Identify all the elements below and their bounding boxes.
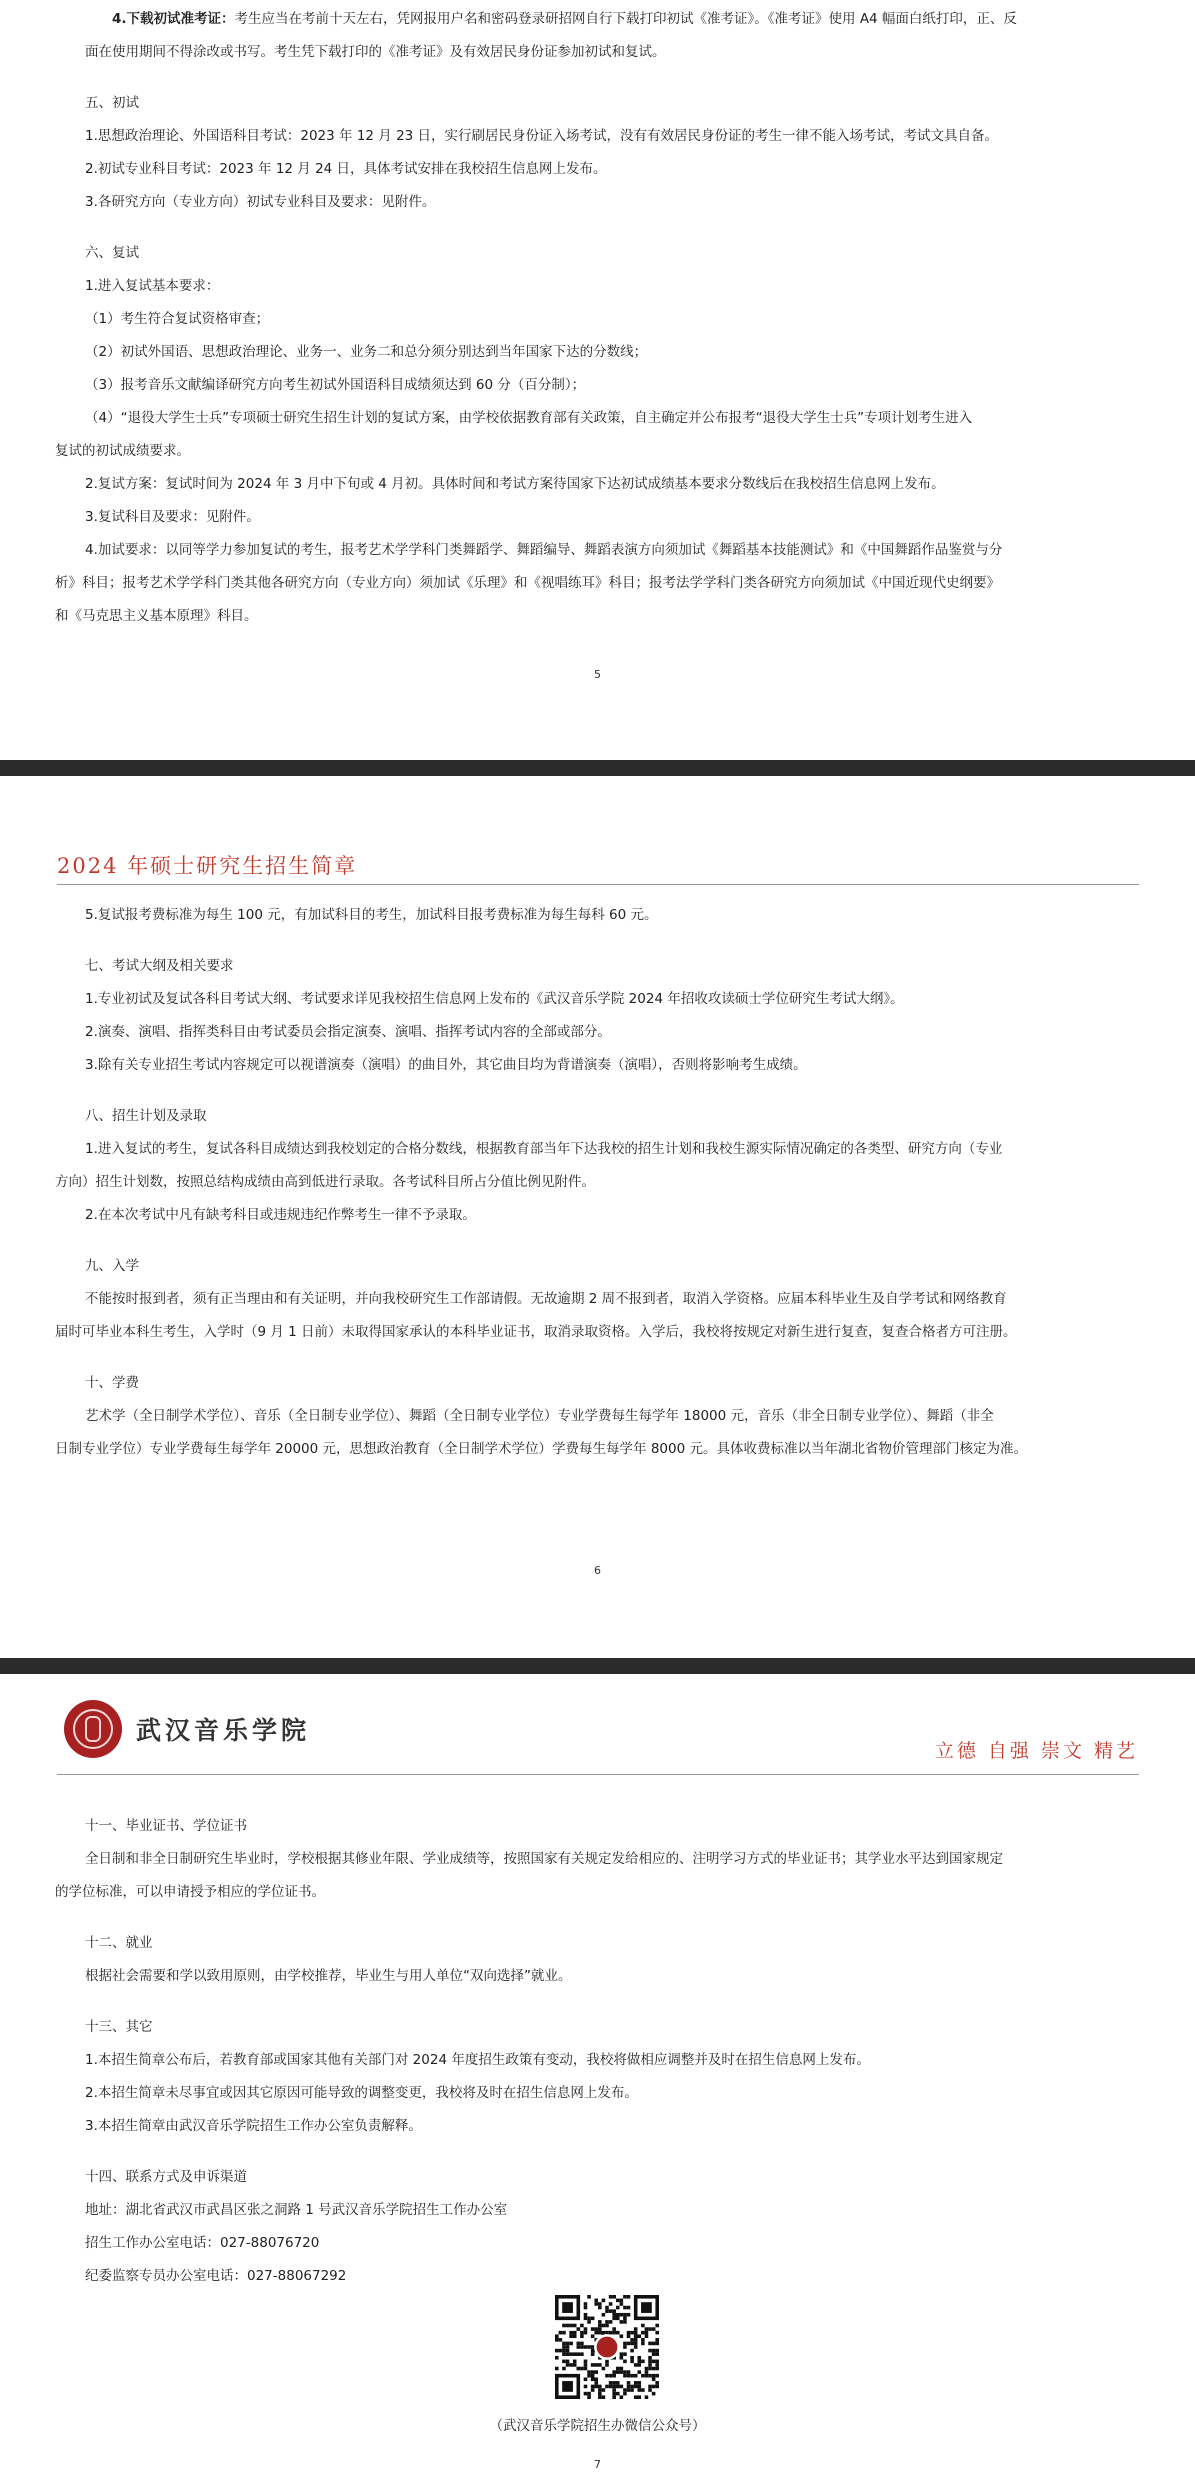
page7-body xyxy=(55,1792,1138,2293)
section-heading: 八、招生计划及录取 xyxy=(85,1108,207,1124)
section-line: 2.初试专业科目考试：2023 年 12 月 24 日，具体考试安排在我校招生信息网上发布。 xyxy=(85,161,607,177)
brochure-header-title: 2024 年硕士研究生招生简章 xyxy=(57,854,358,878)
section-heading: 十二、就业 xyxy=(85,1935,153,1951)
section-line: 方向）招生计划数，按照总结构成绩由高到低进行录取。各考试科目所占分值比例见附件。 xyxy=(55,1174,595,1190)
section-heading: 十四、联系方式及申诉渠道 xyxy=(85,2169,247,2185)
document-page-5 xyxy=(0,0,1195,760)
page-number: 7 xyxy=(594,2458,601,2471)
contact-phone-admissions: 招生工作办公室电话：027-88076720 xyxy=(85,2235,320,2251)
section-line: 全日制和非全日制研究生毕业时，学校根据其修业年限、学业成绩等，按照国家有关规定发给相应的、注明学习方式的毕业证书；其学业水平达到国家规定 xyxy=(85,1851,1003,1867)
section-line: 1.专业初试及复试各科目考试大纲、考试要求详见我校招生信息网上发布的《武汉音乐学院 2024 年招收攻读硕士学位研究生考试大纲》。 xyxy=(85,991,904,1007)
section-line: 艺术学（全日制学术学位）、音乐（全日制专业学位）、舞蹈（全日制专业学位）专业学费每生每学年 18000 元，音乐（非全日制专业学位）、舞蹈（非全 xyxy=(85,1408,994,1424)
page-separator xyxy=(0,760,1195,776)
section-line: （2）初试外国语、思想政治理论、业务一、业务二和总分须分别达到当年国家下达的分数线； xyxy=(85,344,648,360)
page-number: 6 xyxy=(594,1564,601,1577)
para-text: 考生应当在考前十天左右，凭网报用户名和密码登录研招网自行下载打印初试《准考证》。《准考证》使用 A4 幅面白纸打印，正、反 xyxy=(234,11,1017,27)
header-rule xyxy=(57,1774,1139,1775)
page-number: 5 xyxy=(594,668,601,681)
section-line: 届时可毕业本科生考生，入学时（9 月 1 日前）未取得国家承认的本科毕业证书，取消录取资格。入学后，我校将按规定对新生进行复查，复查合格者方可注册。 xyxy=(55,1324,1017,1340)
section-line: 3.本招生简章由武汉音乐学院招生工作办公室负责解释。 xyxy=(85,2118,422,2134)
section-heading: 七、考试大纲及相关要求 xyxy=(85,958,234,974)
section-line: （3）报考音乐文献编译研究方向考生初试外国语科目成绩须达到 60 分（百分制）； xyxy=(85,377,586,393)
section-heading: 十、学费 xyxy=(85,1375,139,1391)
contact-address: 地址：湖北省武汉市武昌区张之洞路 1 号武汉音乐学院招生工作办公室 xyxy=(85,2202,508,2218)
section-line: 3.复试科目及要求：见附件。 xyxy=(85,509,260,525)
section-line: 根据社会需要和学以致用原则，由学校推荐，毕业生与用人单位“双向选择”就业。 xyxy=(85,1968,572,1984)
section-heading: 十一、毕业证书、学位证书 xyxy=(85,1818,247,1834)
admission-ticket-para xyxy=(85,3,1138,36)
school-seal-icon xyxy=(64,1700,122,1758)
section-heading: 九、入学 xyxy=(85,1258,139,1274)
page5-body xyxy=(55,3,1138,633)
section-line: 和《马克思主义基本原理》科目。 xyxy=(55,608,258,624)
wechat-qr-code-icon xyxy=(555,2295,659,2399)
section-line: （4）“退役大学生士兵”专项硕士研究生招生计划的复试方案，由学校依据教育部有关政策，自主确定并公布报考“退役大学生士兵”专项计划考生进入 xyxy=(85,410,973,426)
section-heading: 十三、其它 xyxy=(85,2019,153,2035)
para-line: 面在使用期间不得涂改或书写。考生凭下载打印的《准考证》及有效居民身份证参加初试和复试。 xyxy=(85,44,666,60)
page6-body xyxy=(55,899,1138,1466)
section-heading: 五、初试 xyxy=(85,95,139,111)
section-line: 1.本招生简章公布后，若教育部或国家其他有关部门对 2024 年度招生政策有变动，我校将做相应调整并及时在招生信息网上发布。 xyxy=(85,2052,870,2068)
page-separator xyxy=(0,1658,1195,1674)
section-line: 3.除有关专业招生考试内容规定可以视谱演奏（演唱）的曲目外，其它曲目均为背谱演奏（演唱），否则将影响考生成绩。 xyxy=(85,1057,807,1073)
section-line: 日制专业学位）专业学费每生每学年 20000 元，思想政治教育（全日制学术学位）学费每生每学年 8000 元。具体收费标准以当年湖北省物价管理部门核定为准。 xyxy=(55,1441,1027,1457)
contact-phone-supervision: 纪委监察专员办公室电话：027-88067292 xyxy=(85,2268,347,2284)
section-line: 2.演奏、演唱、指挥类科目由考试委员会指定演奏、演唱、指挥考试内容的全部或部分。 xyxy=(85,1024,611,1040)
section-heading: 六、复试 xyxy=(85,245,139,261)
school-logo-block xyxy=(64,1697,310,1761)
document-page-7 xyxy=(0,1674,1195,2473)
para-lead: 4.下载初试准考证： xyxy=(112,11,235,27)
document-page-6 xyxy=(0,776,1195,1658)
section-line: 2.在本次考试中凡有缺考科目或违规违纪作弊考生一律不予录取。 xyxy=(85,1207,476,1223)
school-name: 武汉音乐学院 xyxy=(136,1716,311,1745)
section-line: 不能按时报到者，须有正当理由和有关证明，并向我校研究生工作部请假。无故逾期 2 周不报到者，取消入学资格。应届本科毕业生及自学考试和网络教育 xyxy=(85,1291,1007,1307)
section-line: 复试的初试成绩要求。 xyxy=(55,443,190,459)
section-line: 4.加试要求：以同等学力参加复试的考生，报考艺术学学科门类舞蹈学、舞蹈编导、舞蹈表演方向须加试《舞蹈基本技能测试》和《中国舞蹈作品鉴赏与分 xyxy=(85,542,1003,558)
fee-para: 5.复试报考费标准为每生 100 元，有加试科目的考生，加试科目报考费标准为每生每科 60 元。 xyxy=(85,907,658,923)
qr-caption: （武汉音乐学院招生办微信公众号） xyxy=(489,2418,706,2434)
section-line: 1.进入复试的考生，复试各科目成绩达到我校划定的合格分数线，根据教育部当年下达我校的招生计划和我校生源实际情况确定的各类型、研究方向（专业 xyxy=(85,1141,1003,1157)
section-line: 3.各研究方向（专业方向）初试专业科目及要求：见附件。 xyxy=(85,194,436,210)
section-line: 析》科目；报考艺术学学科门类其他各研究方向（专业方向）须加试《乐理》和《视唱练耳》科目；报考法学学科门类各研究方向须加试《中国近现代史纲要》 xyxy=(55,575,1000,591)
header-rule xyxy=(57,884,1139,885)
section-line: 1.思想政治理论、外国语科目考试：2023 年 12 月 23 日，实行刷居民身份证入场考试，没有有效居民身份证的考生一律不能入场考试，考试文具自备。 xyxy=(85,128,999,144)
section-line: （1）考生符合复试资格审查； xyxy=(85,311,270,327)
section-line: 2.本招生简章未尽事宜或因其它原因可能导致的调整变更，我校将及时在招生信息网上发布。 xyxy=(85,2085,638,2101)
section-line: 2.复试方案：复试时间为 2024 年 3 月中下旬或 4 月初。具体时间和考试方案待国家下达初试成绩基本要求分数线后在我校招生信息网上发布。 xyxy=(85,476,945,492)
school-motto: 立德 自强 崇文 精艺 xyxy=(934,1740,1138,1762)
section-line: 的学位标准，可以申请授予相应的学位证书。 xyxy=(55,1884,325,1900)
section-line: 1.进入复试基本要求： xyxy=(85,278,220,294)
